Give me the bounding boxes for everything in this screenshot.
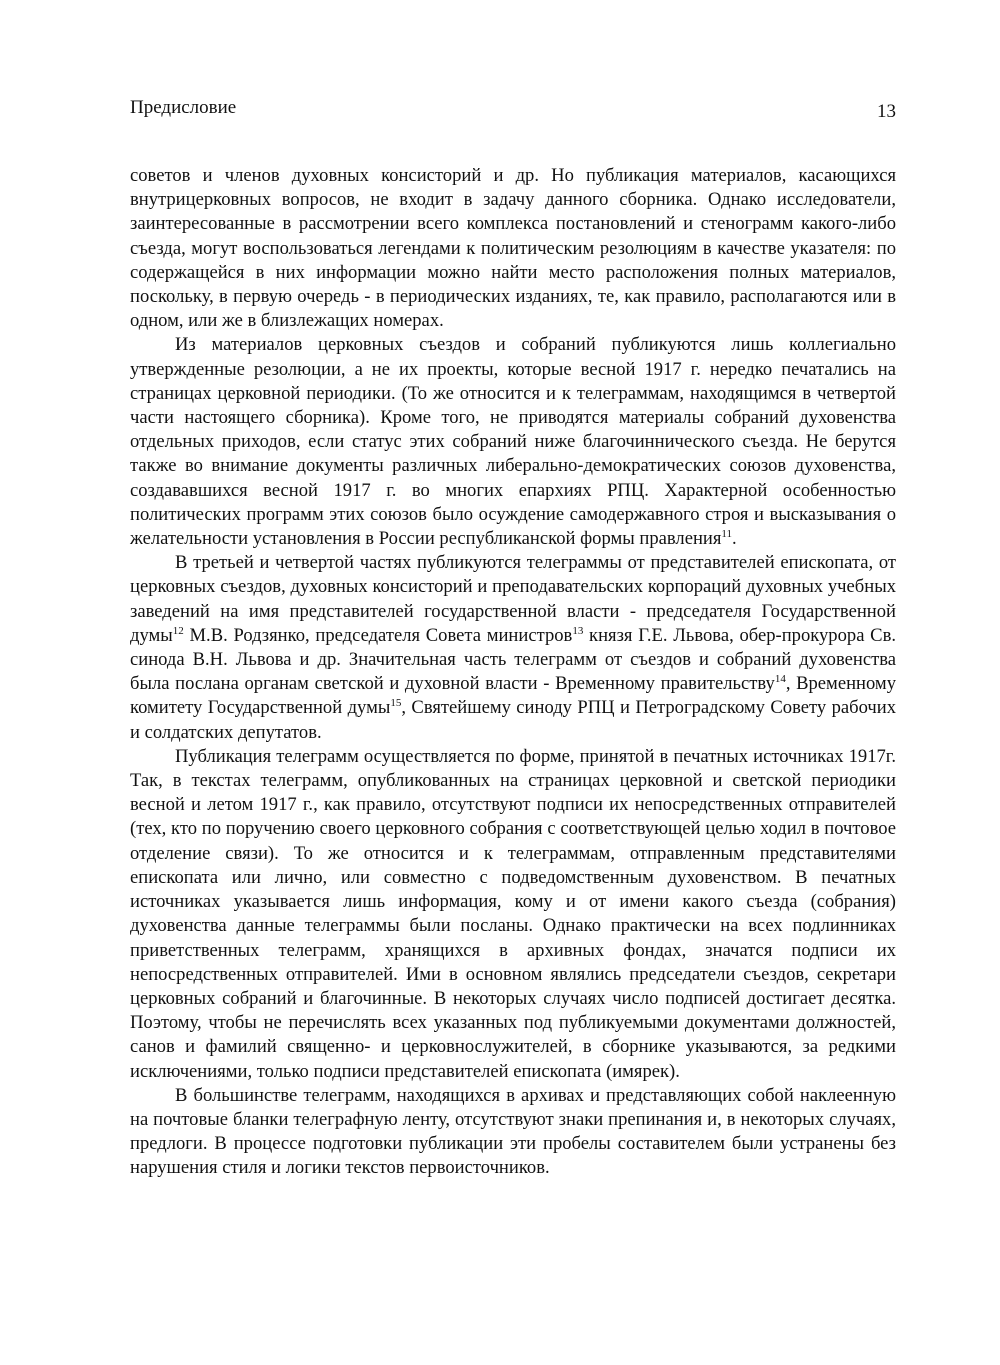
page-number: 13	[877, 101, 896, 122]
footnote-marker: 14	[774, 673, 786, 686]
text-segment: Публикация телеграмм осуществляется по форме, принятой в печатных источниках 1917г. Так, в текстах телеграмм, опубликованных на страницах церковной и светской периодики весной и летом 1917 г., как правило, отсутствуют подписи их непосредственных отправителей (тех, кто по поручению своего церковного собрания с соответствующей целью ходил в почтовое отделение связи). То же относится и к телеграммам, отправленным представителями епископата или лично, или совместно с подведомственным духовенством. В печатных источниках указывается лишь информация, кому и от имени какого съезда (собрания) духовенства данные телеграммы были посланы. Однако практически на всех подлинниках приветственных телеграмм, хранящихся в архивных фондах, значатся подписи их непосредственных отправителей. Ими в основном являлись председатели съездов, секретари церковных собраний и благочинные. В некоторых случаях число подписей достигает десятка. Поэтому, чтобы не перечислять всех указанных под публикуемыми документами должностей, санов и фамилий священно- и церковнослужителей, в сборнике указываются, за редкими исключениями, только подписи представителей епископата (имярек).	[130, 745, 896, 1082]
paragraph-1	[130, 164, 896, 333]
paragraph-4	[130, 745, 896, 1084]
text-segment: , Святейшему синоду РПЦ и Петроградскому Совету рабочих и солдатских депутатов.	[130, 697, 897, 743]
text-segment: В третьей и четвертой частях публикуются телеграммы от представителей епископата, от церковных съездов, духовных консисторий и преподавательских корпораций духовных учебных заведений на имя представителей государственной власти - председателя Государственной думы	[130, 552, 896, 646]
paragraph-3	[130, 551, 896, 745]
text-segment: Из материалов церковных съездов и собраний публикуются лишь коллегиально утвержденные резолюции, а не их проекты, которые весной 1917 г. нередко печатались на страницах церковной периодики. (То же относится и к телеграммам, находящимся в четвертой части настоящего сборника). Кроме того, не приводятся материалы собраний духовенства отдельных приходов, если статус этих собраний ниже благочиннического съезда. Не берутся также во внимание документы различных либерально-демократических союзов духовенства, создававшихся весной 1917 г. во многих епархиях РПЦ. Характерной особенностью политических программ этих союзов было осуждение самодержавного строя и высказывания о желательности установления в России республиканской формы правления	[130, 334, 896, 550]
running-header	[130, 96, 896, 124]
text-segment: , Временному комитету Государственной думы	[130, 673, 896, 719]
header-title: Предисловие	[130, 97, 237, 118]
footnote-marker: 15	[390, 697, 402, 710]
footnote-marker: 13	[572, 624, 584, 637]
footnote-marker: 11	[721, 528, 732, 541]
text-segment: В большинстве телеграмм, находящихся в архивах и представляющих собой наклеенную на почтовые бланки телеграфную ленту, отсутствуют знаки препинания и, в некоторых случаях, предлоги. В процессе подготовки публикации эти пробелы составителем были устранены без нарушения стиля и логики текстов первоисточников.	[130, 1084, 896, 1179]
text-segment: советов и членов духовных консисторий и др. Но публикация материалов, касающихся внутрицерковных вопросов, не входит в задачу данного сборника. Однако исследователи, заинтересованные в рассмотрении всего комплекса постановлений и стенограмм какого-либо съезда, могут воспользоваться легендами к политическим резолюциям в качестве указателя: по содержащейся в них информации можно найти место расположения полных материалов, поскольку, в первую очередь - в периодических изданиях, те, как правило, располагаются или в одном, или же в близлежащих номерах.	[130, 165, 896, 332]
text-segment: М.В. Родзянко, председателя Совета министров	[183, 624, 573, 646]
text-segment: .	[732, 528, 737, 550]
paragraph-5	[130, 1084, 896, 1181]
footnote-marker: 12	[172, 624, 184, 637]
paragraph-2	[130, 333, 896, 551]
text-segment: князя Г.Е. Львова, обер-прокурора Св. синода В.Н. Львова и др. Значительная часть телеграмм от съездов и собраний духовенства была послана органам светской и духовной власти - Временному правительству	[130, 624, 897, 695]
body-text	[130, 164, 896, 1181]
